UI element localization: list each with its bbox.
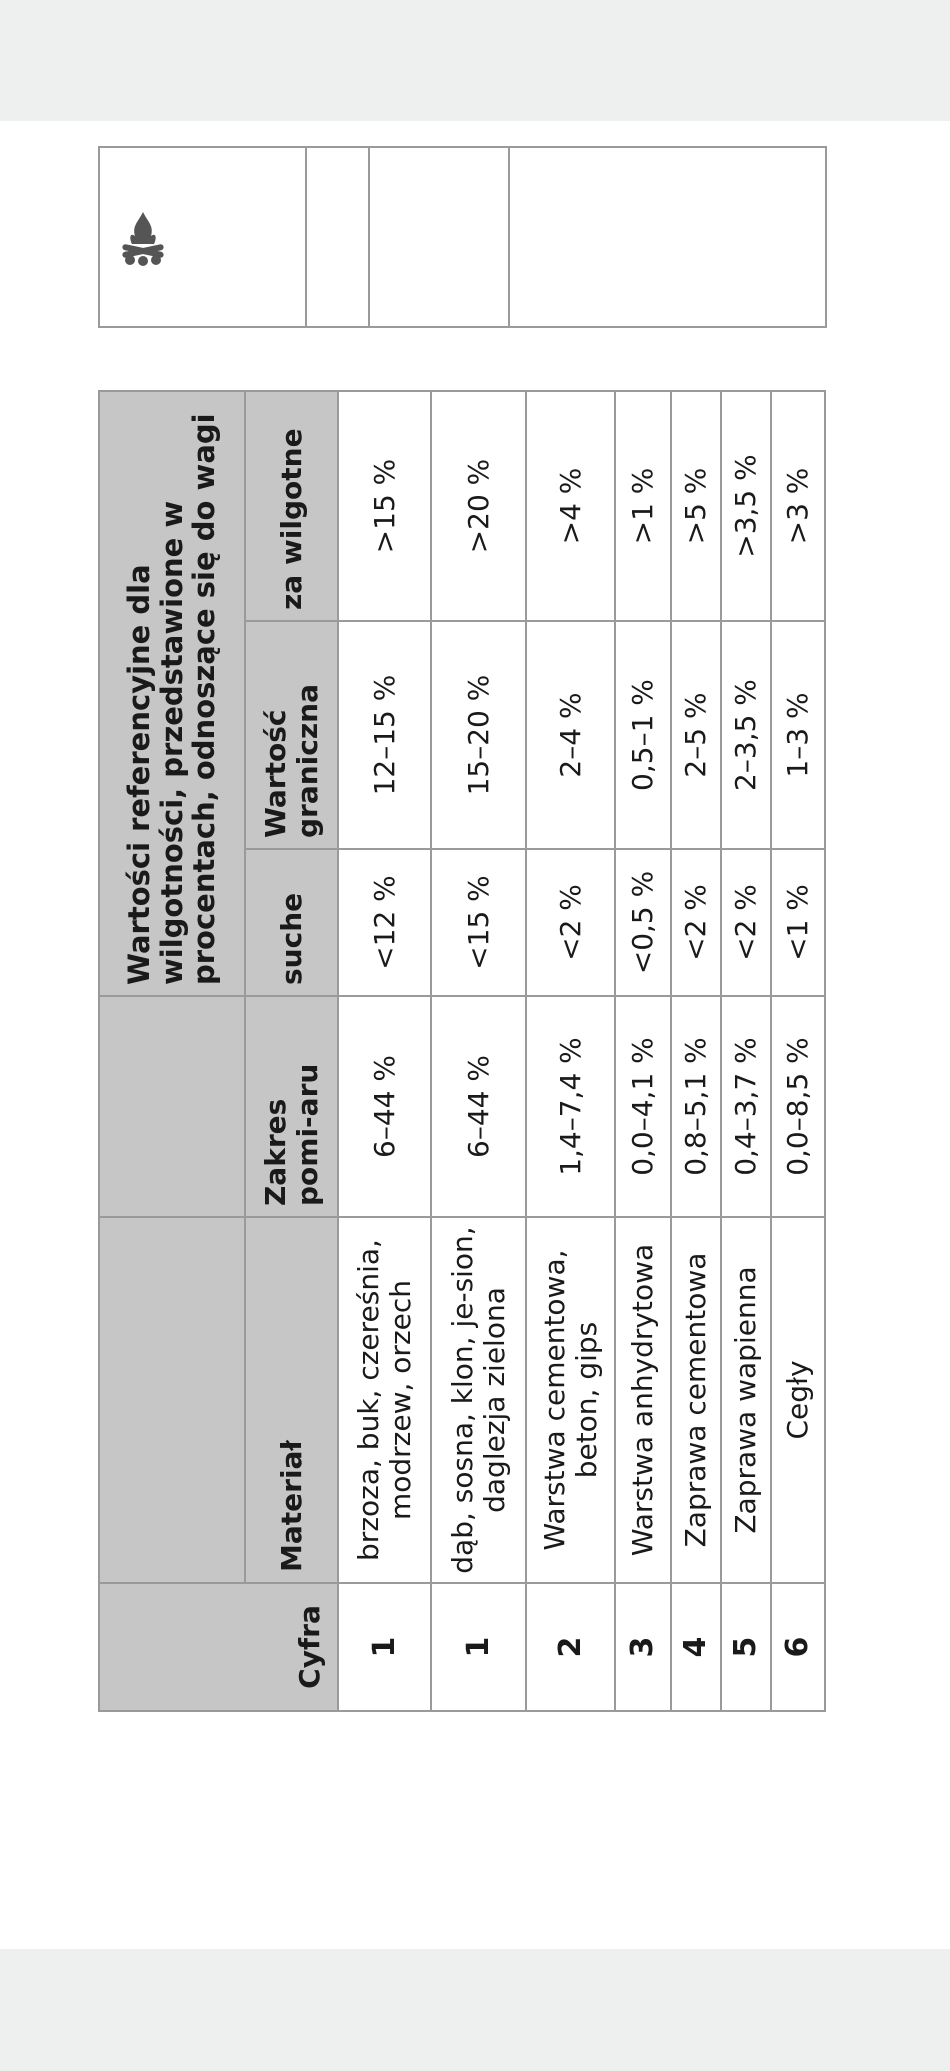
cell-num: 3 <box>615 1583 671 1711</box>
header-limit: Wartość graniczna <box>245 621 338 849</box>
header-reference: Wartości referencyjne dla wilgotności, przedstawione w procentach, odnoszące się do wagi <box>99 391 245 996</box>
cell-num: 1 <box>431 1583 526 1711</box>
cell-material: dąb, sosna, klon, je-sion, daglezja zielona <box>431 1217 526 1583</box>
cell-wet: >5 % <box>671 391 721 621</box>
cell-range: 0,0–4,1 % <box>615 996 671 1217</box>
icon-box <box>98 146 827 328</box>
cell-wet: >20 % <box>431 391 526 621</box>
cell-material: Warstwa anhydrytowa <box>615 1217 671 1583</box>
cell-material: Warstwa cementowa, beton, gips <box>526 1217 615 1583</box>
cell-wet: >3 % <box>771 391 825 621</box>
cell-range: 6–44 % <box>338 996 431 1217</box>
cell-range: 0,0–8,5 % <box>771 996 825 1217</box>
cell-material: Cegły <box>771 1217 825 1583</box>
cell-num: 5 <box>721 1583 771 1711</box>
cell-num: 4 <box>671 1583 721 1711</box>
cell-dry: <2 % <box>721 849 771 996</box>
cell-material: brzoza, buk, czereśnia, modrzew, orzech <box>338 1217 431 1583</box>
cell-range: 0,8–5,1 % <box>671 996 721 1217</box>
table-row <box>671 391 721 1711</box>
cell-dry: <12 % <box>338 849 431 996</box>
header-wet: za wilgotne <box>245 391 338 621</box>
cell-num: 6 <box>771 1583 825 1711</box>
cell-dry: <1 % <box>771 849 825 996</box>
table-row <box>721 391 771 1711</box>
header-dry: suche <box>245 849 338 996</box>
cell-limit: 2–5 % <box>671 621 721 849</box>
cell-limit: 2–4 % <box>526 621 615 849</box>
cell-limit: 2–3,5 % <box>721 621 771 849</box>
table-row <box>338 391 431 1711</box>
cell-material: Zaprawa cementowa <box>671 1217 721 1583</box>
header-cyfra: Cyfra <box>99 1583 338 1711</box>
cell-wet: >3,5 % <box>721 391 771 621</box>
cell-dry: <2 % <box>526 849 615 996</box>
cell-dry: <0,5 % <box>615 849 671 996</box>
firewood-icon <box>118 208 168 268</box>
cell-range: 0,4–3,7 % <box>721 996 771 1217</box>
cell-wet: >1 % <box>615 391 671 621</box>
table-row <box>615 391 671 1711</box>
table-row <box>431 391 526 1711</box>
cell-material: Zaprawa wapienna <box>721 1217 771 1583</box>
cell-wet: >15 % <box>338 391 431 621</box>
cell-limit: 12–15 % <box>338 621 431 849</box>
moisture-table-rotated <box>98 392 826 1712</box>
cell-num: 1 <box>338 1583 431 1711</box>
cell-limit: 15–20 % <box>431 621 526 849</box>
cell-range: 1,4–7,4 % <box>526 996 615 1217</box>
cell-wet: >4 % <box>526 391 615 621</box>
cell-dry: <2 % <box>671 849 721 996</box>
cell-limit: 1–3 % <box>771 621 825 849</box>
cell-dry: <15 % <box>431 849 526 996</box>
header-range: Zakres pomi-aru <box>245 996 338 1217</box>
table-row <box>526 391 615 1711</box>
cell-num: 2 <box>526 1583 615 1711</box>
table-row <box>771 391 825 1711</box>
cell-range: 6–44 % <box>431 996 526 1217</box>
moisture-table <box>98 390 826 1712</box>
header-material: Materiał <box>245 1217 338 1583</box>
cell-limit: 0,5–1 % <box>615 621 671 849</box>
